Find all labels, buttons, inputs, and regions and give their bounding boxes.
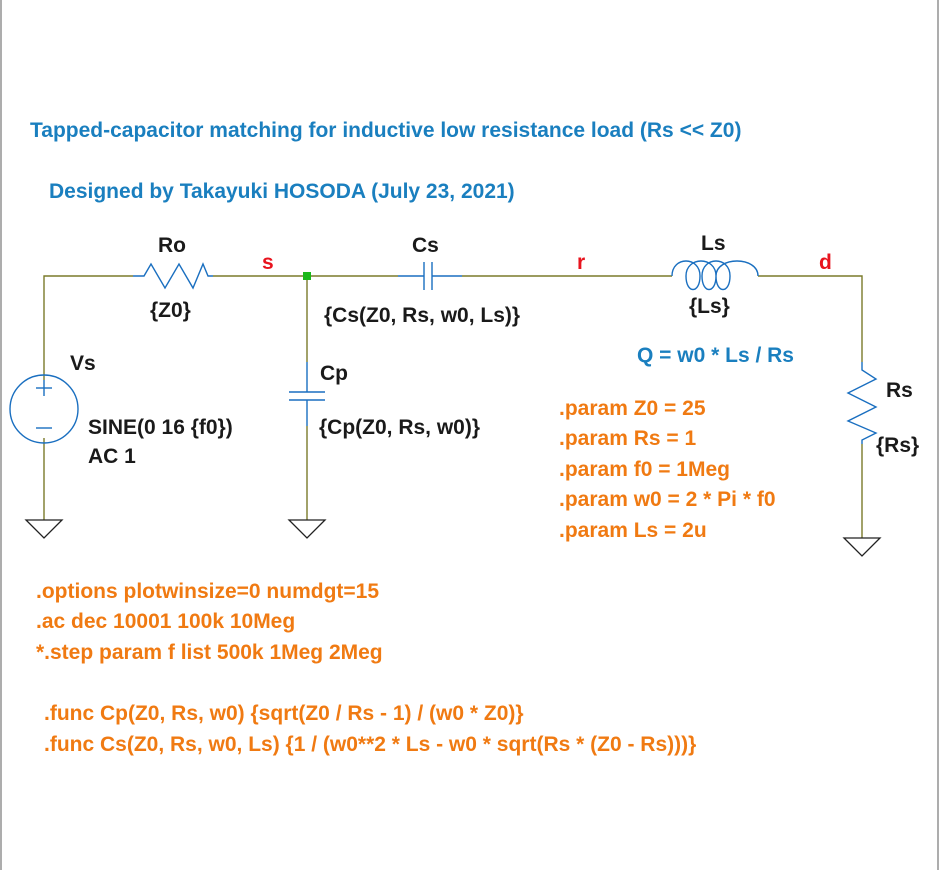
net-label-s: s [262, 251, 274, 274]
cp-value-label: {Cp(Z0, Rs, w0)} [319, 416, 481, 439]
net-label-d: d [819, 251, 832, 274]
designer-credit: Designed by Takayuki HOSODA (July 23, 2021) [49, 180, 515, 203]
schematic-title: Tapped-capacitor matching for inductive low resistance load (Rs << Z0) [30, 119, 742, 142]
ground-icon [26, 520, 62, 538]
cp-name-label: Cp [320, 362, 348, 385]
ground-icon [289, 520, 325, 538]
ls-value-label: {Ls} [689, 295, 730, 318]
directive-line: .options plotwinsize=0 numdgt=15 [36, 580, 380, 603]
vs-source-symbol[interactable] [10, 375, 78, 443]
param-line: .param f0 = 1Meg [559, 458, 730, 481]
rs-name-label: Rs [886, 379, 913, 402]
ro-value-label: {Z0} [150, 299, 191, 322]
vs-name-label: Vs [70, 352, 96, 375]
func-directives[interactable] [44, 702, 696, 756]
ls-name-label: Ls [701, 232, 726, 255]
cs-capacitor-symbol[interactable] [398, 262, 462, 290]
directive-line: *.step param f list 500k 1Meg 2Meg [36, 641, 383, 664]
ground-icon [844, 538, 880, 556]
cs-value-label: {Cs(Z0, Rs, w0, Ls)} [324, 304, 521, 327]
ro-resistor-symbol[interactable] [133, 264, 213, 288]
junction-dot-s [303, 272, 311, 280]
param-line: .param Ls = 2u [559, 519, 707, 542]
func-line: .func Cp(Z0, Rs, w0) {sqrt(Z0 / Rs - 1) / (w0 * Z0)} [44, 702, 524, 725]
rs-value-label: {Rs} [876, 434, 920, 457]
analysis-directives[interactable] [36, 580, 383, 664]
q-formula-comment: Q = w0 * Ls / Rs [637, 344, 794, 367]
ro-name-label: Ro [158, 234, 186, 257]
param-directives[interactable] [559, 397, 776, 542]
param-line: .param w0 = 2 * Pi * f0 [559, 488, 776, 511]
ls-inductor-symbol[interactable] [672, 261, 758, 290]
rs-resistor-symbol[interactable] [848, 362, 876, 444]
param-line: .param Z0 = 25 [559, 397, 706, 420]
directive-line: .ac dec 10001 100k 10Meg [36, 610, 296, 633]
vs-value-label: SINE(0 16 {f0}) [88, 416, 233, 439]
func-line: .func Cs(Z0, Rs, w0, Ls) {1 / (w0**2 * Ls - w0 * sqrt(Rs * (Z0 - Rs)))} [44, 733, 697, 756]
vs-ac-label: AC 1 [88, 445, 136, 468]
net-label-r: r [577, 251, 586, 274]
param-line: .param Rs = 1 [559, 427, 697, 450]
cs-name-label: Cs [412, 234, 439, 257]
